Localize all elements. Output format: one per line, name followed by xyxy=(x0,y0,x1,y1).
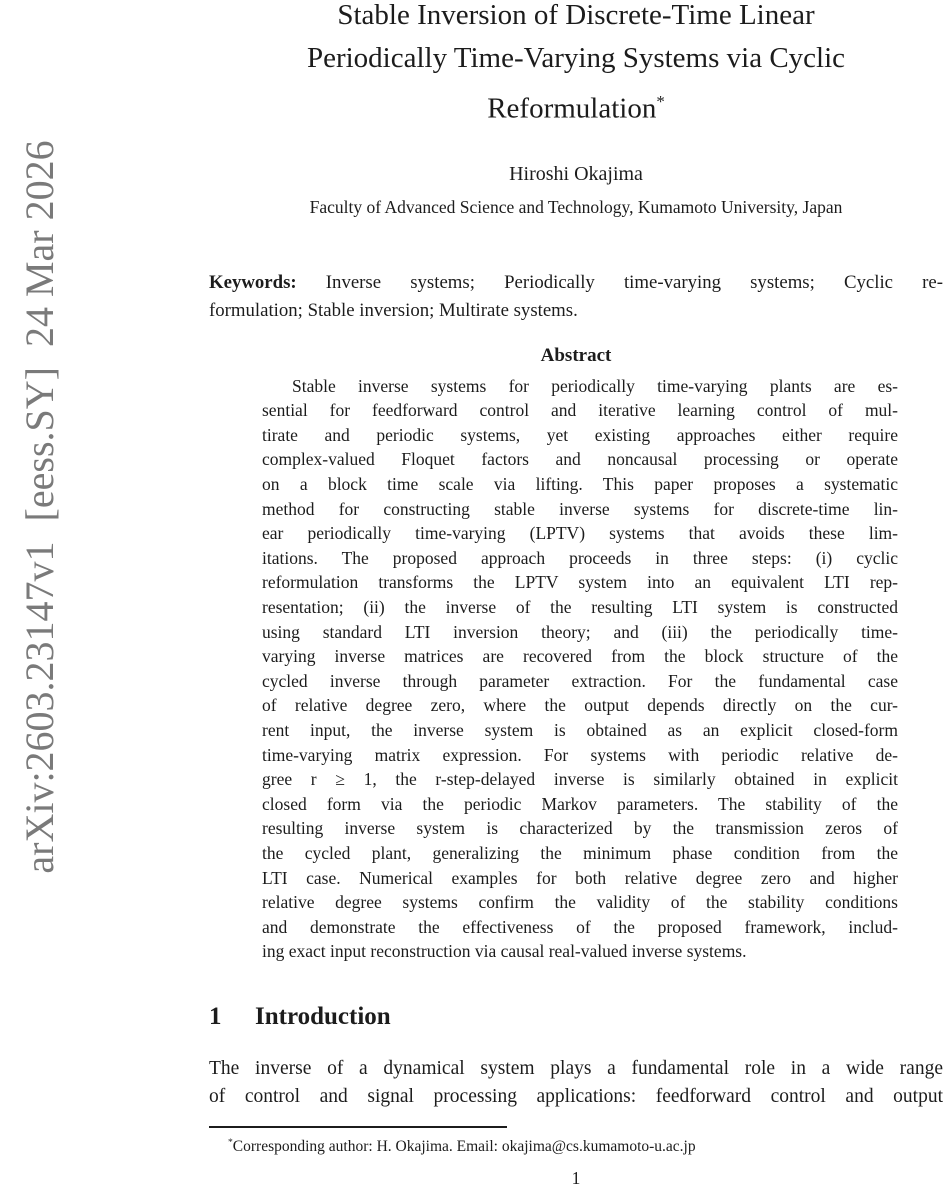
section-1-heading xyxy=(209,1000,943,1034)
abstract-line: cycled inverse through parameter extraction. For the fundamental case xyxy=(262,670,898,691)
section-1-title: Introduction xyxy=(255,1002,391,1030)
title-line-1: Stable Inversion of Discrete-Time Linear xyxy=(337,0,815,31)
abstract-line: sential for feedforward control and iterative learning control of mul- xyxy=(262,400,898,421)
abstract-line: LTI case. Numerical examples for both relative degree zero and higher xyxy=(262,867,898,888)
intro-paragraph xyxy=(209,1055,943,1111)
footnote xyxy=(209,1132,943,1157)
abstract-line: complex-valued Floquet factors and noncausal processing or operate xyxy=(262,449,898,470)
arxiv-watermark: arXiv:2603.23147v1 [eess.SY] 24 Mar 2026 xyxy=(17,140,62,874)
abstract-line: resentation; (ii) the inverse of the resulting LTI system is constructed xyxy=(262,597,898,617)
abstract-line: gree r ≥ 1, the r-step-delayed inverse is similarly obtained in explicit xyxy=(262,769,898,790)
abstract-line: of relative degree zero, where the output depends directly on the cur- xyxy=(262,695,898,716)
intro-line-2: of control and signal processing applications: feedforward control and output xyxy=(209,1085,943,1107)
abstract-line: reformulation transforms the LPTV system into an equivalent LTI rep- xyxy=(262,572,898,593)
title-line-2: Periodically Time-Varying Systems via Cyclic xyxy=(306,42,846,74)
abstract-line: ing exact input reconstruction via causal real-valued inverse systems. xyxy=(262,941,747,962)
keywords-label: Keywords: xyxy=(209,271,297,293)
abstract-line: on a block time scale via lifting. This paper proposes a systematic xyxy=(262,474,898,495)
abstract-line: relative degree systems confirm the validity of the stability conditions xyxy=(262,892,898,913)
abstract-line: the cycled plant, generalizing the minimum phase condition from the xyxy=(262,842,898,863)
paper-content xyxy=(209,0,943,1157)
abstract-heading: Abstract xyxy=(540,344,612,366)
abstract-line: resulting inverse system is characterized by the transmission zeros of xyxy=(262,818,898,839)
keywords-line-2: formulation; Stable inversion; Multirate systems. xyxy=(209,300,578,322)
abstract-line: varying inverse matrices are recovered from the block structure of the xyxy=(262,646,898,667)
keywords-line-1-text: Inverse systems; Periodically time-varying systems; Cyclic re- xyxy=(325,271,943,293)
abstract-line: time-varying matrix expression. For systems with periodic relative de- xyxy=(262,744,898,765)
footnote-rule xyxy=(209,1126,507,1128)
abstract-line: using standard LTI inversion theory; and (iii) the periodically time- xyxy=(262,621,898,642)
abstract-line: method for constructing stable inverse systems for discrete-time lin- xyxy=(262,498,898,519)
footnote-text: Corresponding author: H. Okajima. Email: okajima@cs.kumamoto-u.ac.jp xyxy=(232,1137,696,1155)
author-affiliation: Faculty of Advanced Science and Technology, Kumamoto University, Japan xyxy=(309,196,843,217)
title-line-3-text: Reformulation xyxy=(487,92,657,125)
abstract-line: closed form via the periodic Markov parameters. The stability of the xyxy=(262,793,898,814)
abstract-line: itations. The proposed approach proceeds in three steps: (i) cyclic xyxy=(262,547,898,568)
page-number: 1 xyxy=(571,1168,581,1188)
keywords-line-1 xyxy=(209,269,943,298)
section-1-number: 1 xyxy=(209,1002,222,1030)
abstract-line: and demonstrate the effectiveness of the proposed framework, includ- xyxy=(262,916,898,937)
intro-line-1: The inverse of a dynamical system plays a fundamental role in a wide range xyxy=(209,1057,943,1079)
abstract-body xyxy=(209,374,943,964)
abstract-line: rent input, the inverse system is obtained as an explicit closed-form xyxy=(262,719,898,740)
abstract-line: ear periodically time-varying (LPTV) systems that avoids these lim- xyxy=(262,523,898,544)
abstract-line: tirate and periodic systems, yet existing approaches either require xyxy=(262,424,898,445)
title-line-3 xyxy=(209,80,943,131)
abstract-line: Stable inverse systems for periodically time-varying plants are es- xyxy=(292,375,898,396)
keywords-block xyxy=(209,269,943,326)
footnote-marker: * xyxy=(228,1136,233,1148)
paper-title xyxy=(209,0,943,131)
author-name: Hiroshi Okajima xyxy=(509,162,643,185)
title-footnote-marker: * xyxy=(656,92,665,111)
